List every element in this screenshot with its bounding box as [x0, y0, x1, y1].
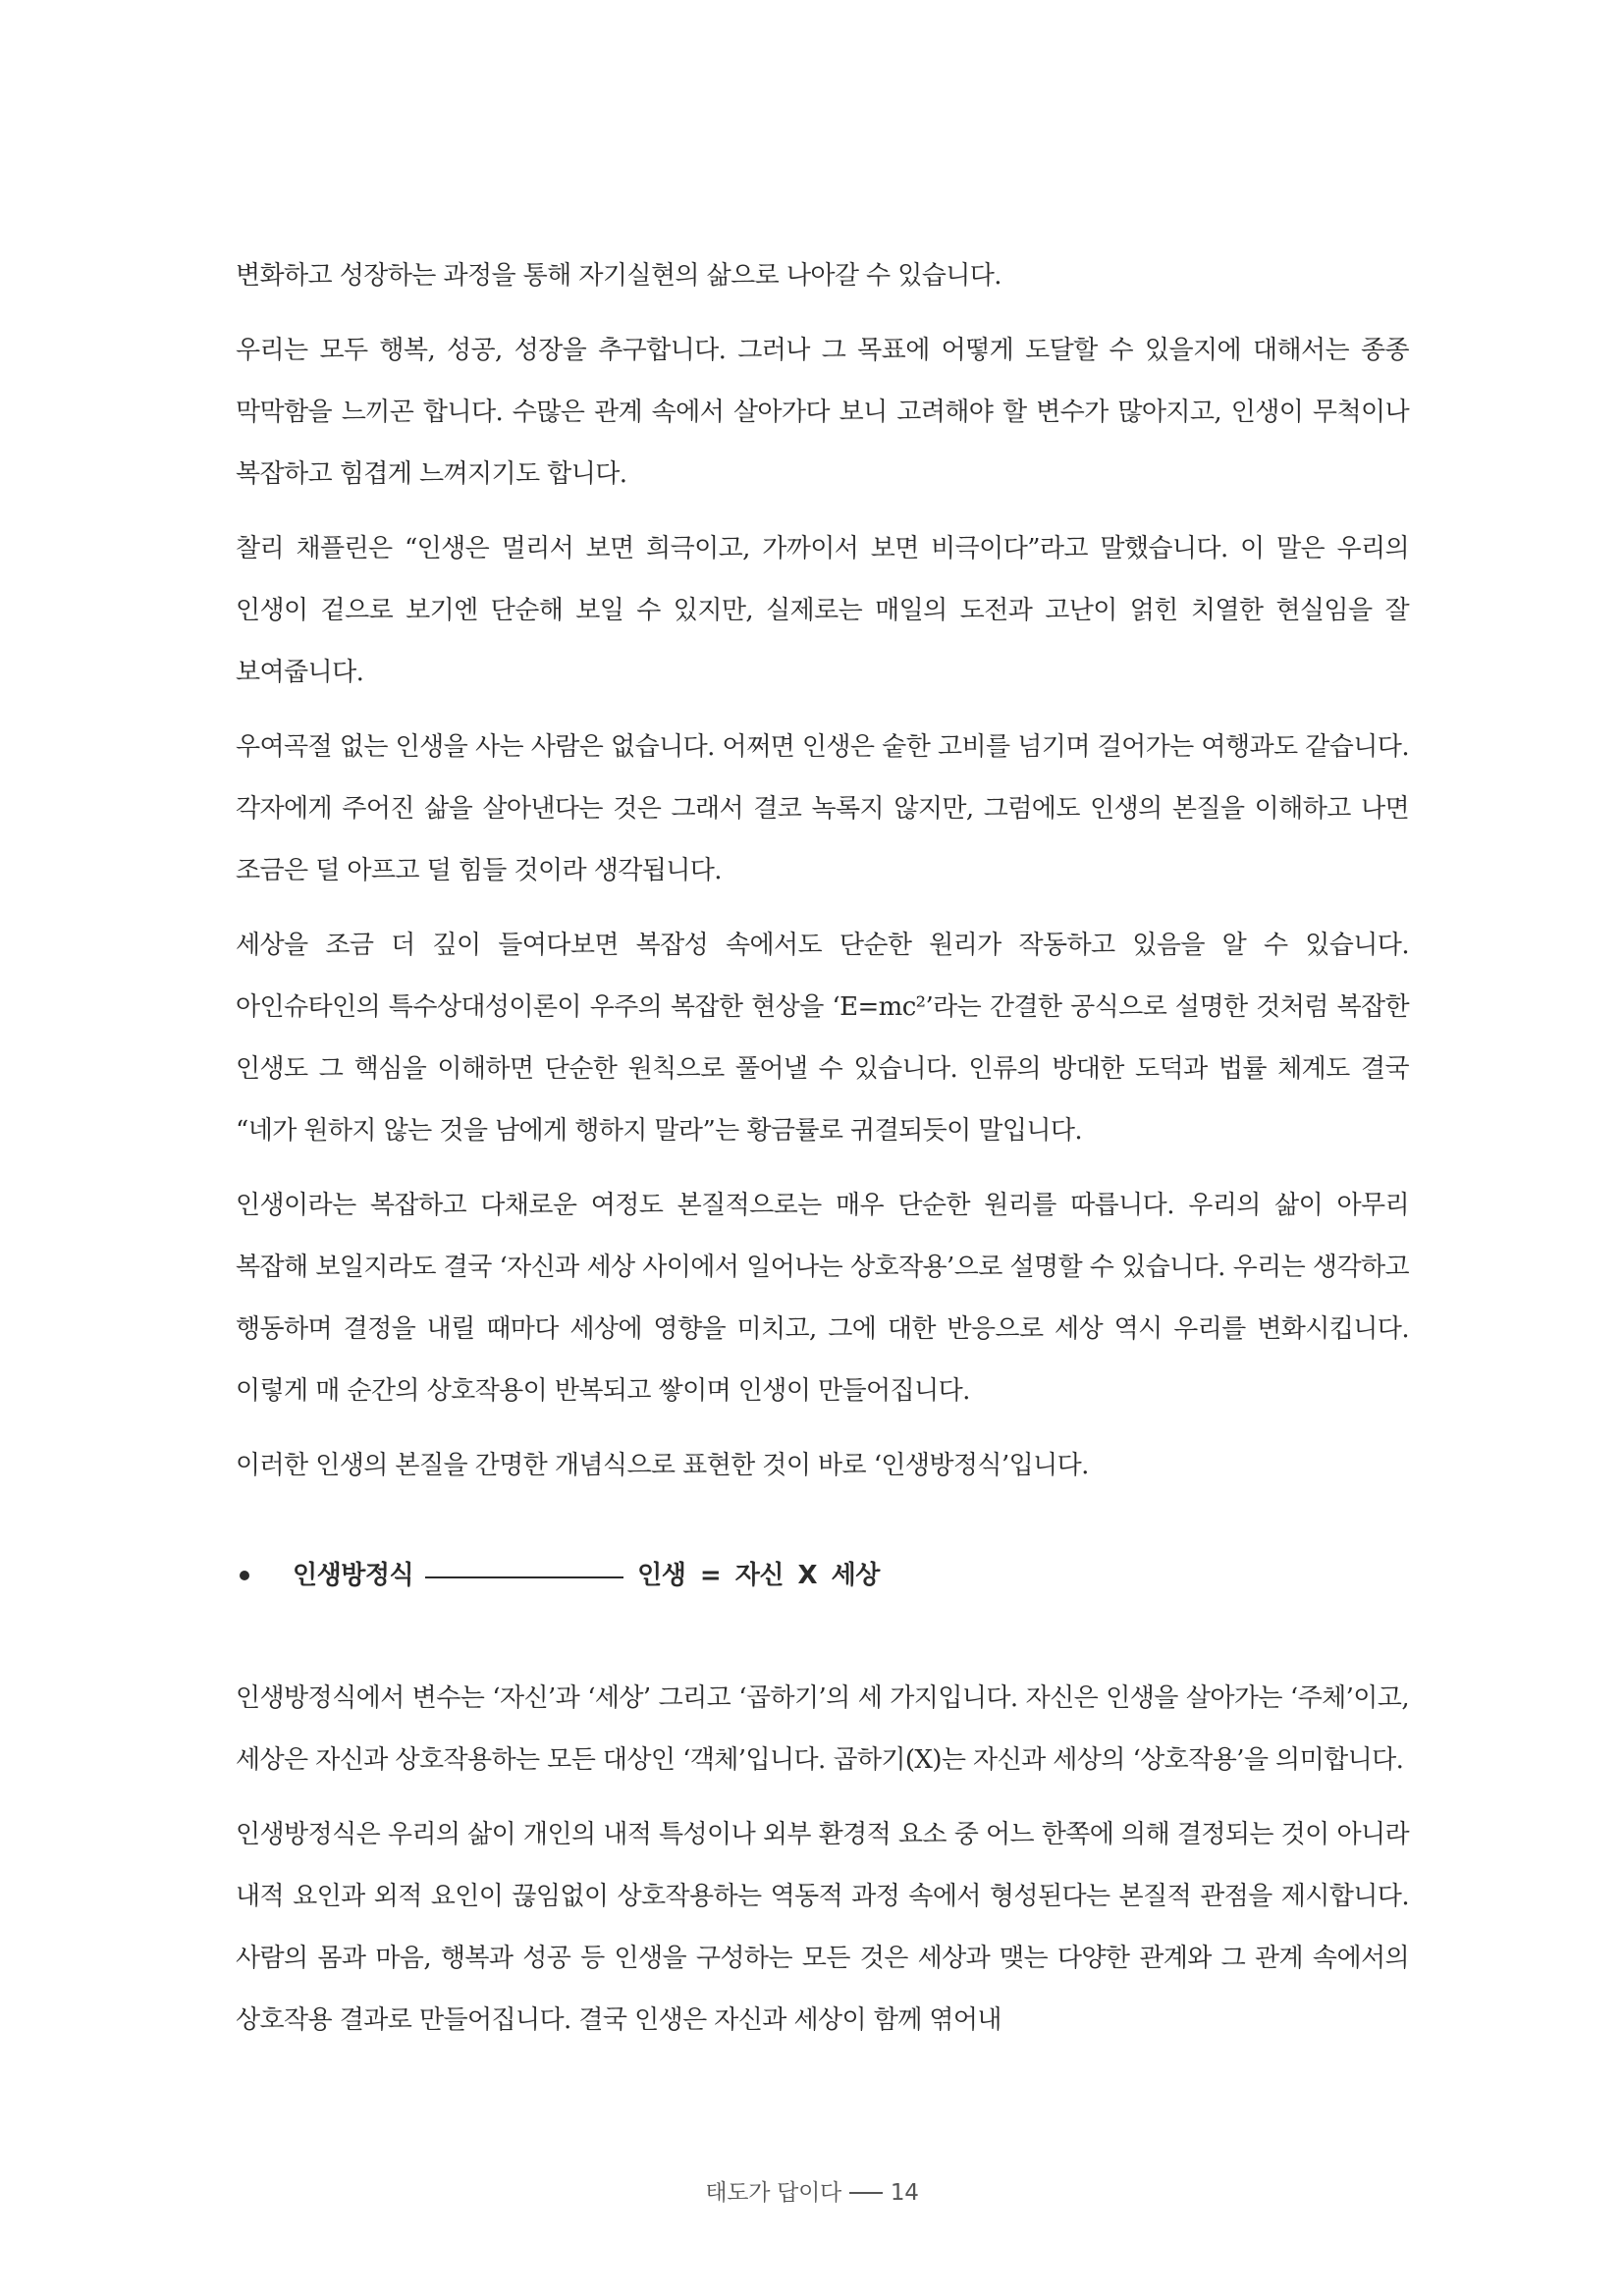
page-body: [236, 245, 1409, 2064]
paragraph-7: 이러한 인생의 본질을 간명한 개념식으로 표현한 것이 바로 ‘인생방정식’입니다.: [236, 1451, 1089, 1480]
paragraph-4: 우여곡절 없는 인생을 사는 사람은 없습니다. 어쩌면 인생은 숱한 고비를 넘기며 걸어가는 여행과도 같습니다. 각자에게 주어진 삶을 살아낸다는 것은 그래서 결코 녹록지 않지만, 그럼에도 인생의 본질을 이해하고 나면 조금은 덜 아프고 덜 힘들 것이라 생각됩니다.: [236, 732, 1409, 885]
formula-leader-line: [425, 1576, 623, 1578]
paragraph-3: 찰리 채플린은 “인생은 멀리서 보면 희극이고, 가까이서 보면 비극이다”라고 말했습니다. 이 말은 우리의 인생이 겉으로 보기엔 단순해 보일 수 있지만, 실제로는 매일의 도전과 고난이 얽힌 치열한 현실임을 잘 보여줍니다.: [236, 534, 1409, 687]
paragraph-2: 우리는 모두 행복, 성공, 성장을 추구합니다. 그러나 그 목표에 어떻게 도달할 수 있을지에 대해서는 종종 막막함을 느끼곤 합니다. 수많은 관계 속에서 살아가다 보니 고려해야 할 변수가 많아지고, 인생이 무척이나 복잡하고 힘겹게 느껴지기도 합니다.: [236, 336, 1409, 489]
footer-dash: [849, 2192, 883, 2194]
formula-term: 인생방정식: [293, 1561, 414, 1590]
footer-book-title: 태도가 답이다: [705, 2180, 841, 2206]
paragraph-5: 세상을 조금 더 깊이 들여다보면 복잡성 속에서도 단순한 원리가 작동하고 있음을 알 수 있습니다. 아인슈타인의 특수상대성이론이 우주의 복잡한 현상을 ‘E=mc²’라는 간결한 공식으로 설명한 것처럼 복잡한 인생도 그 핵심을 이해하면 단순한 원칙으로 풀어낼 수 있습니다. 인류의 방대한 도덕과 법률 체계도 결국 “네가 원하지 않는 것을 남에게 행하지 말라”는 황금률로 귀결되듯이 말입니다.: [236, 931, 1409, 1146]
paragraph-6: 인생이라는 복잡하고 다채로운 여정도 본질적으로는 매우 단순한 원리를 따릅니다. 우리의 삶이 아무리 복잡해 보일지라도 결국 ‘자신과 세상 사이에서 일어나는 상호작용’으로 설명할 수 있습니다. 우리는 생각하고 행동하며 결정을 내릴 때마다 세상에 영향을 미치고, 그에 대한 반응으로 세상 역시 우리를 변화시킵니다. 이렇게 매 순간의 상호작용이 반복되고 쌓이며 인생이 만들어집니다.: [236, 1191, 1409, 1406]
paragraph-8: 인생방정식에서 변수는 ‘자신’과 ‘세상’ 그리고 ‘곱하기’의 세 가지입니다. 자신은 인생을 살아가는 ‘주체’이고, 세상은 자신과 상호작용하는 모든 대상인 ‘객체’입니다. 곱하기(X)는 자신과 세상의 ‘상호작용’을 의미합니다.: [236, 1683, 1409, 1775]
bullet-dot-icon: [240, 1571, 249, 1580]
page-footer: [0, 2174, 1624, 2207]
paragraph-9: 인생방정식은 우리의 삶이 개인의 내적 특성이나 외부 환경적 요소 중 어느 한쪽에 의해 결정되는 것이 아니라 내적 요인과 외적 요인이 끊임없이 상호작용하는 역동적 과정 속에서 형성된다는 본질적 관점을 제시합니다. 사람의 몸과 마음, 행복과 성공 등 인생을 구성하는 모든 것은 세상과 맺는 다양한 관계와 그 관계 속에서의 상호작용 결과로 만들어집니다. 결국 인생은 자신과 세상이 함께 엮어내: [236, 1820, 1409, 2035]
footer-page-number: 14: [890, 2180, 919, 2206]
paragraph-1: 변화하고 성장하는 과정을 통해 자기실현의 삶으로 나아갈 수 있습니다.: [236, 261, 1001, 291]
formula-expression: 인생 = 자신 X 세상: [637, 1561, 880, 1590]
formula-bullet: [236, 1556, 1409, 1595]
